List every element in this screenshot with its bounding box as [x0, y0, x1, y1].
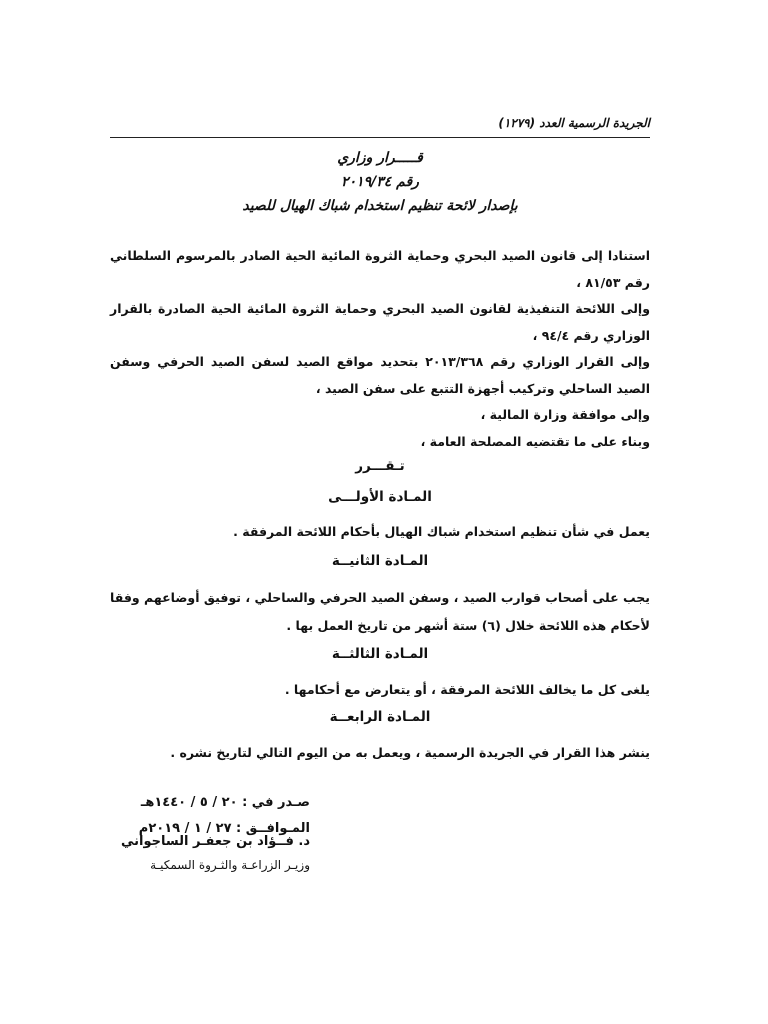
article-2-text [110, 584, 650, 640]
article-4-text [110, 739, 650, 767]
preamble [110, 243, 650, 455]
preamble-paragraph: وإلى القرار الوزاري رقم ٢٠١٣/٣٦٨ بتحديد مواقع الصيد لسفن الصيد الحرفي وسفن الصيد الساحلي وتركيب أجهزة التتبع على سفن الصيد ، [110, 354, 650, 396]
decree-kind: قـــــرار وزاري [337, 150, 423, 166]
article-3-title: المـادة الثالثــة [331, 646, 429, 662]
decides-heading: تـقـــرر [355, 458, 405, 474]
hijri-date: صـدر في : ٢٠ / ٥ / ١٤٤٠هـ [140, 795, 310, 810]
article-paragraph: يلغى كل ما يخالف اللائحة المرفقة ، أو يتعارض مع أحكامها . [284, 682, 650, 697]
preamble-paragraph: وإلى موافقة وزارة المالية ، [480, 407, 650, 422]
signatory-title: وزيـر الزراعـة والثـروة السمكيـة [150, 858, 310, 872]
gregorian-date: المـوافــق : ٢٧ / ١ / ٢٠١٩م [138, 821, 310, 836]
gazette-page [110, 0, 650, 1024]
article-3-text [110, 676, 650, 704]
article-paragraph: يعمل في شأن تنظيم استخدام شباك الهيال بأحكام اللائحة المرفقة . [233, 524, 650, 539]
article-1-title: المـادة الأولـــى [328, 489, 432, 505]
decree-heading [110, 146, 650, 218]
article-1-text [110, 518, 650, 546]
article-paragraph: ينشر هذا القرار في الجريدة الرسمية ، ويعمل به من اليوم التالي لتاريخ نشره . [170, 745, 650, 760]
article-2-title: المـادة الثانيــة [331, 553, 429, 569]
article-paragraph: يجب على أصحاب قوارب الصيد ، وسفن الصيد الحرفي والساحلي ، توفيق أوضاعهم وفقا لأحكام هذه اللائحة خلال (٦) ستة أشهر من تاريخ العمل بها . [110, 590, 650, 633]
signatory-name: د. فــؤاد بن جعفـر الساجواني [120, 834, 310, 849]
article-4-title: المـادة الرابعــة [329, 709, 431, 725]
preamble-paragraph: وبناء على ما تقتضيه المصلحة العامة ، [420, 433, 650, 449]
running-header: الجريدة الرسمية العدد (١٢٧٩) [498, 116, 650, 130]
preamble-paragraph: استنادا إلى قانون الصيد البحري وحماية الثروة المائية الحية الصادر بالمرسوم السلطاني رقم ٨١/٥٣ ، [110, 248, 650, 290]
decree-number: رقم ٢٠١٩/٣٤ [341, 174, 419, 190]
decree-subject: بإصدار لائحة تنظيم استخدام شباك الهيال للصيد [242, 198, 518, 214]
header-rule [110, 137, 650, 138]
preamble-paragraph: وإلى اللائحة التنفيذية لقانون الصيد البحري وحماية الثروة المائية الحية الصادرة بالقرار الوزاري رقم ٩٤/٤ ، [110, 301, 650, 343]
